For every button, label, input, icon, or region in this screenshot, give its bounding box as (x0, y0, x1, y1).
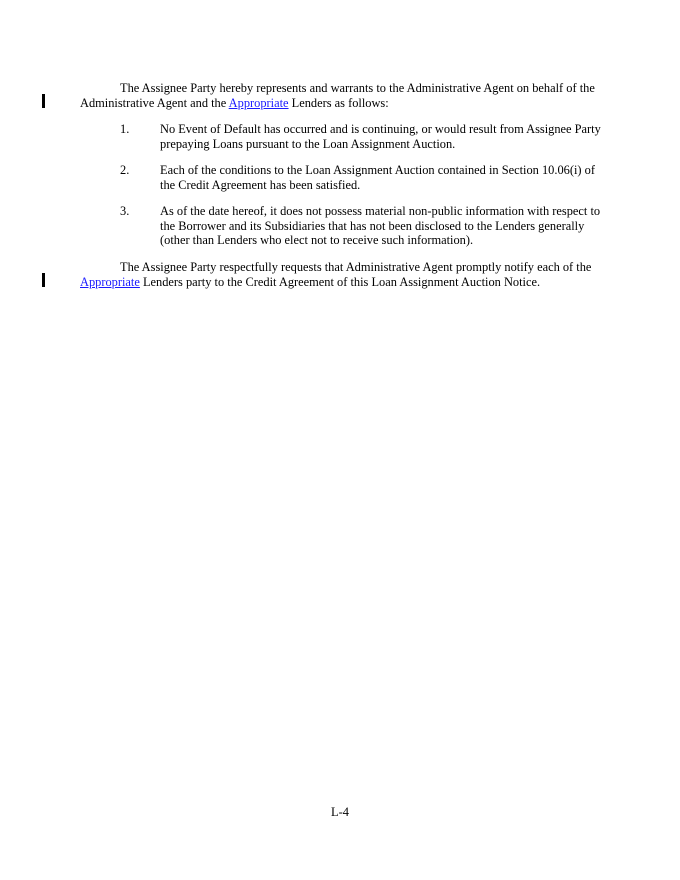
list-item-text: As of the date hereof, it does not possess material non-public information with respect to the Borrower and its Subsidiaries that has not been disclosed to the Lenders generally (other than Lenders who elect not to receive such information). (160, 204, 601, 248)
revision-change-bar (42, 94, 45, 108)
revision-change-bar (42, 273, 45, 287)
list-item-number: 1. (120, 122, 130, 136)
intro-text-before: The Assignee Party hereby represents and warrants to the Administrative Agent on behalf of the Administrative Agent and the (80, 81, 595, 110)
appropriate-link[interactable]: Appropriate (228, 95, 289, 110)
closing-text-after: Lenders party to the Credit Agreement of this Loan Assignment Auction Notice. (139, 274, 541, 289)
appropriate-link[interactable]: Appropriate (80, 274, 140, 289)
list-item-number: 3. (120, 204, 130, 218)
intro-paragraph (80, 81, 605, 110)
list-item-text: No Event of Default has occurred and is continuing, or would result from Assignee Party prepaying Loans pursuant to the Loan Assignment Auction. (160, 122, 601, 151)
list-item-text: Each of the conditions to the Loan Assignment Auction contained in Section 10.06(i) of the Credit Agreement has been satisfied. (160, 163, 595, 192)
intro-text-after: Lenders as follows: (288, 95, 389, 110)
closing-paragraph (80, 260, 605, 289)
page-number: L-4 (331, 805, 349, 819)
closing-text-before: The Assignee Party respectfully requests that Administrative Agent promptly notify each of the (120, 260, 592, 274)
list-item-number: 2. (120, 163, 130, 177)
